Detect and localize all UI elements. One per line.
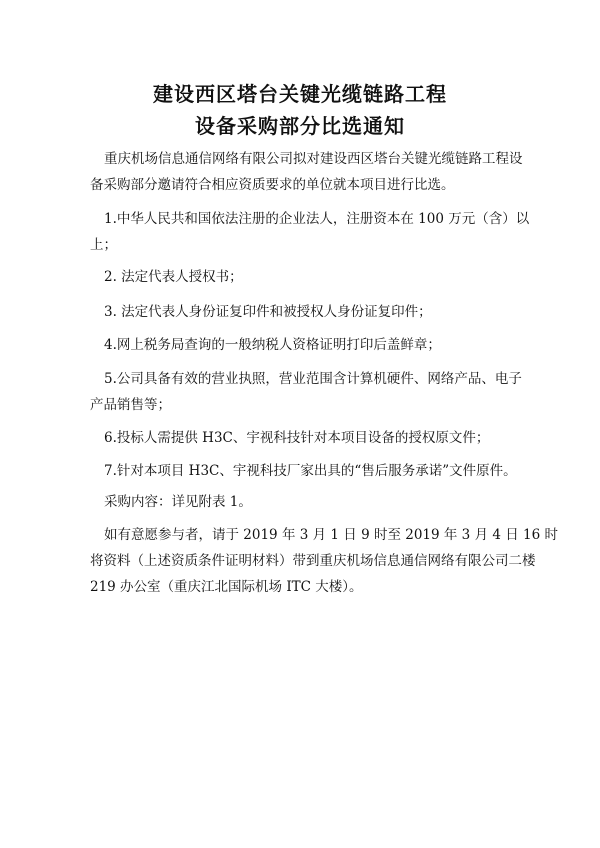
requirement-4: 4.网上税务局查询的一般纳税人资格证明打印后盖鲜章； — [104, 337, 441, 353]
intro-line-2: 备采购部分邀请符合相应资质要求的单位就本项目进行比选。 — [90, 177, 455, 193]
requirement-3: 3. 法定代表人身份证复印件和被授权人身份证复印件； — [104, 304, 432, 320]
closing-line-2: 将资料（上述资质条件证明材料）带到重庆机场信息通信网络有限公司二楼 — [90, 553, 536, 569]
intro-line-1: 重庆机场信息通信网络有限公司拟对建设西区塔台关键光缆链路工程设 — [104, 151, 523, 167]
requirement-1-line-2: 上； — [90, 237, 117, 253]
procurement-content: 采购内容：详见附表 1。 — [104, 494, 252, 510]
requirement-7: 7.针对本项目 H3C、宇视科技厂家出具的“售后服务承诺”文件原件。 — [104, 463, 517, 479]
requirement-6: 6.投标人需提供 H3C、宇视科技针对本项目设备的授权原文件； — [104, 430, 490, 446]
requirement-1-line-1: 1.中华人民共和国依法注册的企业法人，注册资本在 100 万元（含）以 — [104, 211, 530, 227]
closing-line-1: 如有意愿参与者，请于 2019 年 3 月 1 日 9 时至 2019 年 3 月 4 日 16 时 — [104, 527, 558, 543]
requirement-2: 2. 法定代表人授权书； — [104, 269, 243, 285]
requirement-5-line-2: 产品销售等； — [90, 397, 171, 413]
document-title-line-2: 设备采购部分比选通知 — [195, 114, 405, 138]
requirement-5-line-1: 5.公司具备有效的营业执照，营业范围含计算机硬件、网络产品、电子 — [104, 371, 522, 387]
closing-line-3: 219 办公室（重庆江北国际机场 ITC 大楼）。 — [90, 579, 363, 595]
document-title-line-1: 建设西区塔台关键光缆链路工程 — [153, 82, 447, 106]
